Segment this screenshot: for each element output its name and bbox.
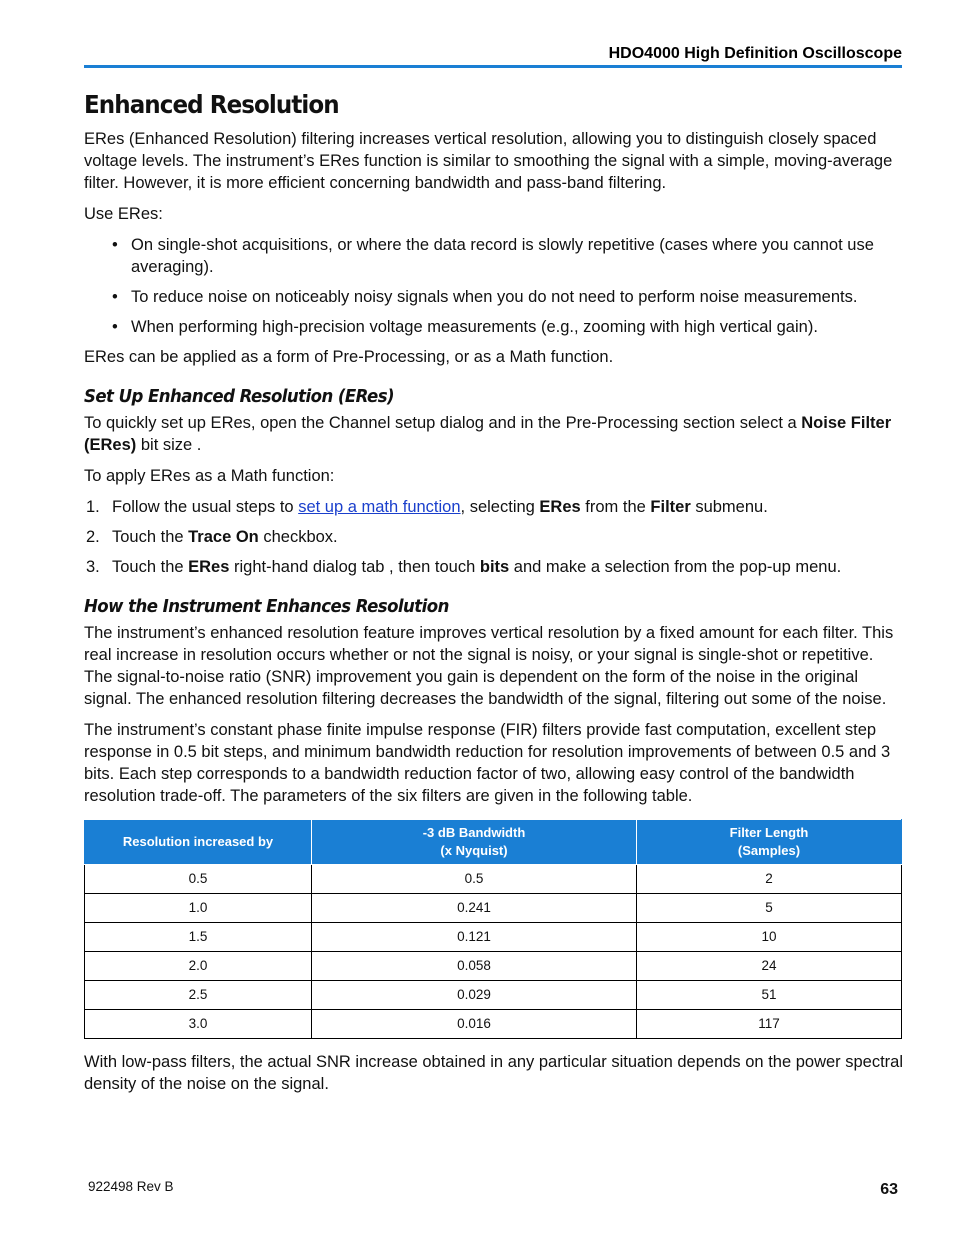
steps-list	[84, 496, 904, 578]
table-header-row	[85, 820, 902, 865]
intro-paragraph: ERes (Enhanced Resolution) filtering increases vertical resolution, allowing you to distinguish closely spaced voltage levels. The instrument’s ERes function is similar to smoothing the signal with a simple, moving-average filter. However, it is more efficient concerning bandwidth and pass-band filtering.	[84, 130, 893, 192]
table-cell: 2	[637, 865, 902, 894]
how-paragraph-1: The instrument’s enhanced resolution feature improves vertical resolution by a fixed amount for each filter. This real increase in resolution occurs whether or not the signal is noisy, or your signal is single-shot or repetitive. The signal-to-noise ratio (SNR) improvement you gain is dependent on the form of the noise in the original signal. The enhanced resolution filtering decreases the bandwidth of the signal, filtering out some of the noise.	[84, 624, 894, 708]
page-content	[84, 88, 904, 1104]
setup-paragraph: To quickly set up ERes, open the Channel setup dialog and in the Pre-Processing section select a Noise Filter (ERes) bit size .	[84, 414, 892, 454]
running-header: HDO4000 High Definition Oscilloscope	[608, 45, 902, 62]
table-cell: 2.0	[85, 952, 312, 981]
step-item: 1. Follow the usual steps to set up a math function, selecting ERes from the Filter submenu.	[86, 498, 768, 516]
table-cell: 1.0	[85, 894, 312, 923]
table-cell: 1.5	[85, 923, 312, 952]
table-row	[85, 894, 902, 923]
table-cell: 0.5	[85, 865, 312, 894]
table-cell: 0.016	[312, 1010, 637, 1039]
table-row	[85, 981, 902, 1010]
table-cell: 2.5	[85, 981, 312, 1010]
column-header: Filter Length (Samples)	[637, 820, 902, 865]
how-heading: How the Instrument Enhances Resolution	[84, 596, 449, 617]
table-cell: 24	[637, 952, 902, 981]
use-list	[84, 234, 904, 338]
table-cell: 3.0	[85, 1010, 312, 1039]
table-row	[85, 952, 902, 981]
table-row	[85, 1010, 902, 1039]
table-cell: 5	[637, 894, 902, 923]
table-row	[85, 865, 902, 894]
how-paragraph-3: With low-pass filters, the actual SNR increase obtained in any particular situation depends on the power spectral density of the noise on the signal.	[84, 1053, 904, 1093]
math-function-link[interactable]: set up a math function	[298, 498, 461, 516]
table-cell: 0.058	[312, 952, 637, 981]
table-cell: 0.121	[312, 923, 637, 952]
table-cell: 0.5	[312, 865, 637, 894]
step-item: 3. Touch the ERes right-hand dialog tab , then touch bits and make a selection from the pop-up menu.	[86, 558, 842, 576]
how-paragraph-2: The instrument’s constant phase finite impulse response (FIR) filters provide fast computation, excellent step response in 0.5 bit steps, and minimum bandwidth reduction for resolution improvements of between 0.5 and 3 bits. Each step corresponds to a bandwidth reduction factor of two, allowing easy control of the bandwidth resolution trade-off. The parameters of the six filters are given in the following table.	[84, 721, 891, 805]
table-cell: 0.029	[312, 981, 637, 1010]
step-item: 2. Touch the Trace On checkbox.	[86, 528, 338, 546]
header-rule	[84, 65, 902, 68]
list-item: • When performing high-precision voltage measurements (e.g., zooming with high vertical gain).	[131, 316, 904, 338]
table-row	[85, 923, 902, 952]
column-header: -3 dB Bandwidth (x Nyquist)	[312, 820, 637, 865]
use-label: Use ERes:	[84, 205, 163, 223]
filter-table	[84, 819, 902, 1039]
section-title: Enhanced Resolution	[84, 90, 339, 119]
table-cell: 117	[637, 1010, 902, 1039]
table-cell: 10	[637, 923, 902, 952]
applied-paragraph: ERes can be applied as a form of Pre-Processing, or as a Math function.	[84, 348, 614, 366]
table-cell: 0.241	[312, 894, 637, 923]
setup-heading: Set Up Enhanced Resolution (ERes)	[84, 386, 395, 407]
list-item: • To reduce noise on noticeably noisy signals when you do not need to perform noise measurements.	[131, 286, 904, 308]
table-cell: 51	[637, 981, 902, 1010]
page-number: 63	[880, 1181, 898, 1198]
list-item: • On single-shot acquisitions, or where the data record is slowly repetitive (cases where you cannot use averaging).	[131, 234, 904, 278]
apply-paragraph: To apply ERes as a Math function:	[84, 467, 335, 485]
column-header: Resolution increased by	[85, 820, 312, 865]
document-id: 922498 Rev B	[88, 1179, 174, 1194]
